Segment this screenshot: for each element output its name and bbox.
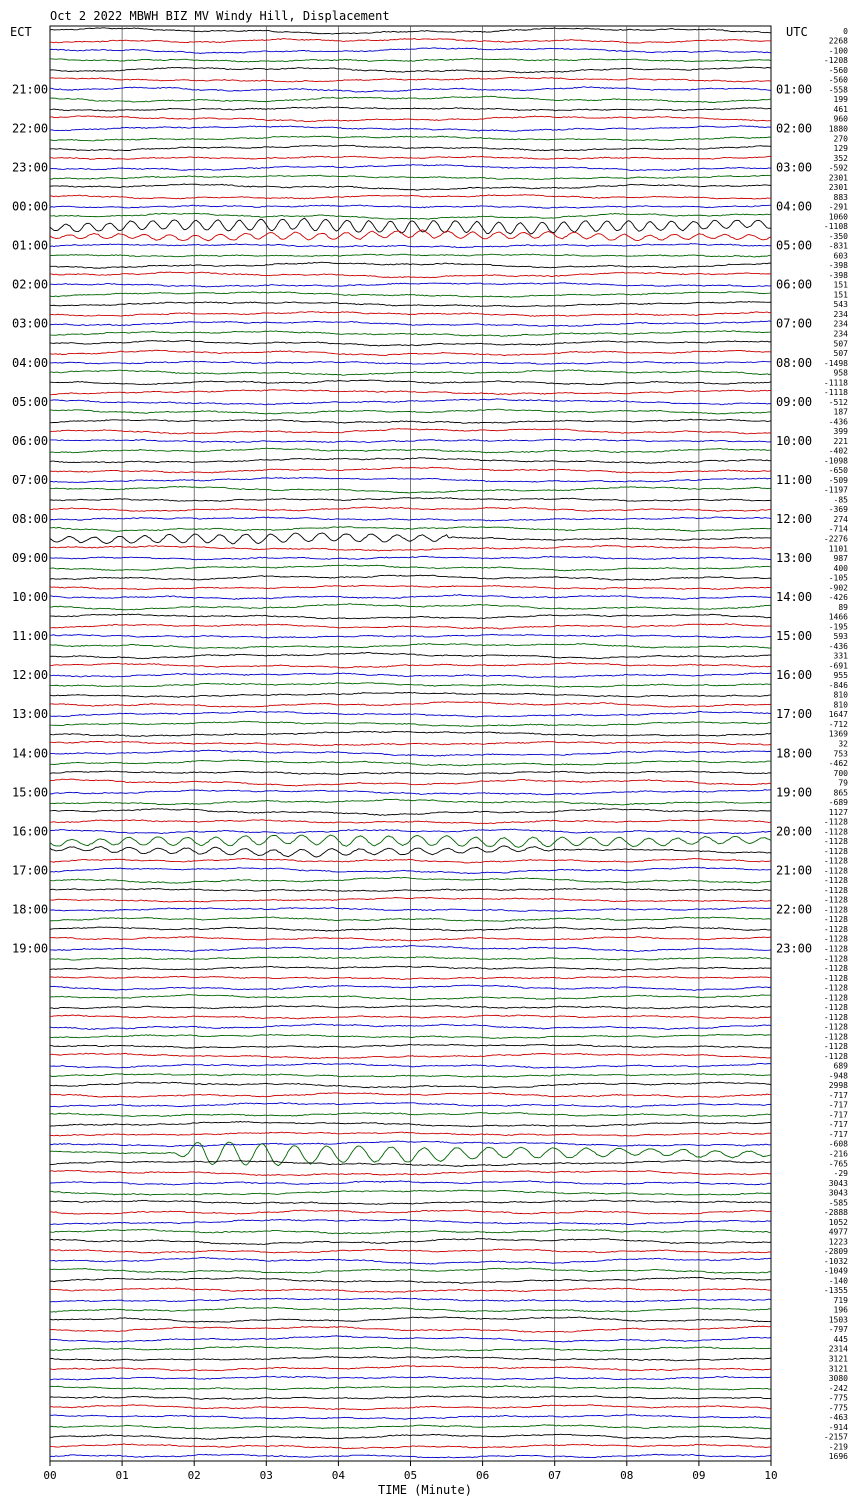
trace-offset-label: 883	[833, 192, 848, 202]
left-hour-label: 16:00	[12, 824, 49, 839]
right-hour-labels	[776, 82, 812, 955]
trace-offset-label: -140	[828, 1276, 848, 1286]
left-hour-label: 14:00	[12, 746, 49, 761]
trace-offset-label: 270	[833, 134, 848, 144]
trace-offset-label: -691	[828, 661, 848, 671]
trace-offset-label: 1060	[828, 212, 848, 222]
right-hour-label: 14:00	[776, 590, 813, 605]
trace-offset-label: 79	[838, 778, 848, 788]
trace-offset-label: 689	[833, 1061, 848, 1071]
trace-offset-label: -914	[828, 1422, 848, 1432]
right-hour-label: 21:00	[776, 863, 813, 878]
trace-offset-label: 1223	[828, 1237, 848, 1247]
trace-offset-label: -398	[828, 261, 848, 271]
x-tick-label: 08	[620, 1469, 634, 1482]
trace-offset-label: -689	[828, 798, 848, 808]
trace-offset-label: 719	[833, 1295, 848, 1305]
right-hour-label: 19:00	[776, 785, 813, 800]
left-hour-label: 17:00	[12, 863, 49, 878]
trace-offset-label: -1108	[823, 222, 848, 232]
trace-offset-label: -350	[828, 231, 848, 241]
x-tick-label: 07	[548, 1469, 562, 1482]
trace-offset-label: -1032	[823, 1256, 848, 1266]
trace-offset-label: 1880	[828, 124, 848, 134]
trace-offset-label: 3121	[828, 1364, 848, 1374]
trace-offset-label: 1052	[828, 1217, 848, 1227]
trace-offset-label: -560	[828, 65, 848, 75]
trace-offset-label: -100	[828, 46, 848, 56]
x-tick-label: 00	[43, 1469, 57, 1482]
trace-offset-label: 3121	[828, 1354, 848, 1364]
trace-offset-label: 810	[833, 700, 848, 710]
trace-offset-label: -1498	[823, 358, 848, 368]
left-hour-label: 19:00	[12, 941, 49, 956]
trace-offset-label: 3043	[828, 1188, 848, 1198]
trace-offset-label: 399	[833, 427, 848, 437]
trace-offset-label: 810	[833, 690, 848, 700]
trace-offset-label: 32	[838, 739, 848, 749]
trace-offset-label: -1128	[823, 885, 848, 895]
trace-offset-label: 1127	[828, 807, 848, 817]
trace-offset-label: 234	[833, 329, 848, 339]
trace-offset-label: -608	[828, 1139, 848, 1149]
trace-offset-label: -512	[828, 397, 848, 407]
trace-offset-label: -560	[828, 75, 848, 85]
right-hour-label: 07:00	[776, 316, 813, 331]
trace-offset-label: 1696	[828, 1452, 848, 1462]
trace-offset-label: 960	[833, 114, 848, 124]
trace-offset-label: -436	[828, 417, 848, 427]
left-hour-label: 08:00	[12, 511, 49, 526]
right-hour-label: 05:00	[776, 238, 813, 253]
trace-offset-label: -1128	[823, 1032, 848, 1042]
trace-offset-label: -195	[828, 622, 848, 632]
trace-offset-label: -1128	[823, 964, 848, 974]
trace-offset-label: -1128	[823, 876, 848, 886]
right-hour-label: 08:00	[776, 355, 813, 370]
trace-offset-label: -1098	[823, 456, 848, 466]
left-hour-label: 01:00	[12, 238, 49, 253]
x-tick-label: 02	[187, 1469, 201, 1482]
left-hour-label: 04:00	[12, 355, 49, 370]
trace-offset-label: -717	[828, 1100, 848, 1110]
trace-offset-label: 234	[833, 309, 848, 319]
x-tick-label: 04	[331, 1469, 346, 1482]
trace-offset-label: -219	[828, 1442, 848, 1452]
trace-offset-label: -1128	[823, 846, 848, 856]
left-hour-labels	[12, 82, 48, 955]
x-axis-ticks	[43, 1461, 777, 1482]
trace-offset-label: -831	[828, 241, 848, 251]
trace-offset-label: -717	[828, 1110, 848, 1120]
trace-offset-label: 445	[833, 1334, 848, 1344]
trace-offset-label: 196	[833, 1305, 848, 1315]
trace-offset-label: -402	[828, 446, 848, 456]
left-hour-label: 09:00	[12, 551, 49, 566]
trace-offset-label: -1128	[823, 934, 848, 944]
left-hour-label: 00:00	[12, 199, 49, 214]
left-hour-label: 23:00	[12, 160, 49, 175]
right-hour-label: 01:00	[776, 82, 813, 97]
trace-offset-label: -717	[828, 1120, 848, 1130]
trace-offset-label: -1128	[823, 944, 848, 954]
right-hour-label: 11:00	[776, 472, 813, 487]
right-hour-label: 20:00	[776, 824, 813, 839]
right-hour-label: 15:00	[776, 629, 813, 644]
trace-offset-label: -1355	[823, 1286, 848, 1296]
trace-offset-label: 958	[833, 368, 848, 378]
trace-offset-label: -775	[828, 1403, 848, 1413]
trace-offset-label: 753	[833, 749, 848, 759]
right-hour-label: 10:00	[776, 433, 813, 448]
trace-offset-label: 234	[833, 319, 848, 329]
trace-offset-label: -242	[828, 1383, 848, 1393]
chart-title: Oct 2 2022 MBWH BIZ MV Windy Hill, Displacement	[50, 9, 390, 23]
trace-offset-labels	[824, 27, 848, 1461]
trace-offset-label: -650	[828, 466, 848, 476]
left-hour-label: 03:00	[12, 316, 49, 331]
trace-offset-label: 1503	[828, 1315, 848, 1325]
left-hour-label: 05:00	[12, 394, 49, 409]
trace-offset-label: -712	[828, 719, 848, 729]
right-hour-label: 16:00	[776, 668, 813, 683]
right-hour-label: 04:00	[776, 199, 813, 214]
trace-offset-label: 187	[833, 407, 848, 417]
left-hour-label: 02:00	[12, 277, 49, 292]
trace-offset-label: -291	[828, 202, 848, 212]
left-hour-label: 21:00	[12, 82, 49, 97]
trace-offset-label: 3080	[828, 1374, 848, 1384]
trace-offset-label: -2809	[823, 1247, 848, 1257]
trace-offset-label: -717	[828, 1090, 848, 1100]
trace-offset-label: 2301	[828, 183, 848, 193]
trace-offset-label: -85	[833, 495, 848, 505]
trace-offset-label: 199	[833, 95, 848, 105]
trace-offset-label: -1128	[823, 1022, 848, 1032]
right-timezone-label: UTC	[786, 25, 808, 39]
trace-offset-label: -558	[828, 85, 848, 95]
trace-offset-label: -1128	[823, 973, 848, 983]
trace-offset-label: 2314	[828, 1344, 848, 1354]
trace-offset-label: -369	[828, 505, 848, 515]
left-hour-label: 11:00	[12, 629, 49, 644]
trace-offset-label: 2268	[828, 36, 848, 46]
trace-offset-label: -775	[828, 1393, 848, 1403]
trace-offset-label: 1101	[828, 544, 848, 554]
trace-offset-label: 865	[833, 788, 848, 798]
trace-offset-label: 151	[833, 290, 848, 300]
trace-offset-label: -1128	[823, 993, 848, 1003]
trace-offset-label: -1128	[823, 895, 848, 905]
left-hour-label: 18:00	[12, 902, 49, 917]
trace-offset-label: -1128	[823, 915, 848, 925]
trace-offset-label: 955	[833, 671, 848, 681]
trace-offset-label: -2276	[823, 534, 848, 544]
right-hour-label: 02:00	[776, 121, 813, 136]
trace-offset-label: 507	[833, 339, 848, 349]
left-hour-label: 10:00	[12, 590, 49, 605]
x-tick-label: 06	[475, 1469, 490, 1482]
trace-offset-label: -398	[828, 270, 848, 280]
trace-offset-label: 352	[833, 153, 848, 163]
trace-offset-label: -1118	[823, 388, 848, 398]
trace-offset-label: -1128	[823, 827, 848, 837]
trace-offset-label: -216	[828, 1149, 848, 1159]
trace-offset-label: 987	[833, 554, 848, 564]
trace-offset-label: 1466	[828, 612, 848, 622]
x-axis-label: TIME (Minute)	[378, 1483, 472, 1497]
right-hour-label: 06:00	[776, 277, 813, 292]
trace-offset-label: -592	[828, 163, 848, 173]
x-tick-label: 09	[692, 1469, 706, 1482]
trace-offset-label: 129	[833, 144, 848, 154]
trace-offset-label: -1118	[823, 378, 848, 388]
trace-offset-label: 3043	[828, 1178, 848, 1188]
trace-offset-label: -1128	[823, 924, 848, 934]
right-hour-label: 09:00	[776, 394, 813, 409]
left-hour-label: 15:00	[12, 785, 49, 800]
right-hour-label: 22:00	[776, 902, 813, 917]
trace-offset-label: -1128	[823, 1051, 848, 1061]
trace-offset-label: -1128	[823, 954, 848, 964]
trace-offset-label: 700	[833, 768, 848, 778]
left-hour-label: 12:00	[12, 668, 49, 683]
trace-offset-label: -426	[828, 593, 848, 603]
trace-offset-label: 151	[833, 280, 848, 290]
trace-offset-label: -797	[828, 1325, 848, 1335]
left-hour-label: 13:00	[12, 707, 49, 722]
trace-offset-label: 1369	[828, 729, 848, 739]
trace-offset-label: 2301	[828, 173, 848, 183]
trace-offset-label: -765	[828, 1159, 848, 1169]
x-tick-label: 03	[259, 1469, 273, 1482]
trace-offset-label: 274	[833, 514, 848, 524]
x-tick-label: 10	[764, 1469, 778, 1482]
left-hour-label: 22:00	[12, 121, 49, 136]
trace-offset-label: -714	[828, 524, 848, 534]
left-hour-label: 06:00	[12, 433, 49, 448]
trace-offset-label: -846	[828, 680, 848, 690]
trace-offset-label: -1128	[823, 1012, 848, 1022]
trace-offset-label: -1128	[823, 983, 848, 993]
trace-offset-label: 1647	[828, 710, 848, 720]
trace-offset-label: -1208	[823, 56, 848, 66]
trace-offset-label: -1128	[823, 1042, 848, 1052]
trace-offset-label: 0	[843, 26, 848, 36]
right-hour-label: 13:00	[776, 551, 813, 566]
trace-offset-label: 507	[833, 349, 848, 359]
trace-offset-label: -902	[828, 583, 848, 593]
trace-offset-label: 4977	[828, 1227, 848, 1237]
trace-offset-label: -1128	[823, 837, 848, 847]
trace-offset-label: -1128	[823, 866, 848, 876]
trace-offset-label: 461	[833, 104, 848, 114]
x-tick-label: 05	[403, 1469, 418, 1482]
trace-offset-label: 593	[833, 632, 848, 642]
trace-offset-label: 603	[833, 251, 848, 261]
trace-offset-label: -105	[828, 573, 848, 583]
trace-offset-label: 2998	[828, 1081, 848, 1091]
right-hour-label: 18:00	[776, 746, 813, 761]
trace-offset-label: -1128	[823, 817, 848, 827]
trace-offset-label: -1128	[823, 905, 848, 915]
trace-offset-label: -585	[828, 1198, 848, 1208]
right-hour-label: 23:00	[776, 941, 813, 956]
trace-offset-label: -462	[828, 759, 848, 769]
trace-offset-label: -2157	[823, 1432, 848, 1442]
trace-offset-label: -717	[828, 1129, 848, 1139]
trace-offset-label: -1128	[823, 1003, 848, 1013]
trace-offset-label: -509	[828, 475, 848, 485]
trace-offset-label: 543	[833, 300, 848, 310]
trace-offset-label: -29	[833, 1169, 848, 1179]
trace-offset-label: 221	[833, 436, 848, 446]
trace-offset-label: -1128	[823, 856, 848, 866]
x-tick-label: 01	[115, 1469, 129, 1482]
right-hour-label: 17:00	[776, 707, 813, 722]
left-hour-label: 07:00	[12, 472, 49, 487]
left-timezone-label: ECT	[10, 25, 32, 39]
trace-offset-label: -2888	[823, 1208, 848, 1218]
trace-offset-label: 89	[838, 602, 848, 612]
trace-offset-label: -463	[828, 1413, 848, 1423]
trace-offset-label: 331	[833, 651, 848, 661]
trace-offset-label: -1197	[823, 485, 848, 495]
trace-offset-label: -436	[828, 641, 848, 651]
right-hour-label: 03:00	[776, 160, 813, 175]
trace-offset-label: 400	[833, 563, 848, 573]
trace-offset-label: -948	[828, 1071, 848, 1081]
right-hour-label: 12:00	[776, 511, 813, 526]
trace-offset-label: -1049	[823, 1266, 848, 1276]
